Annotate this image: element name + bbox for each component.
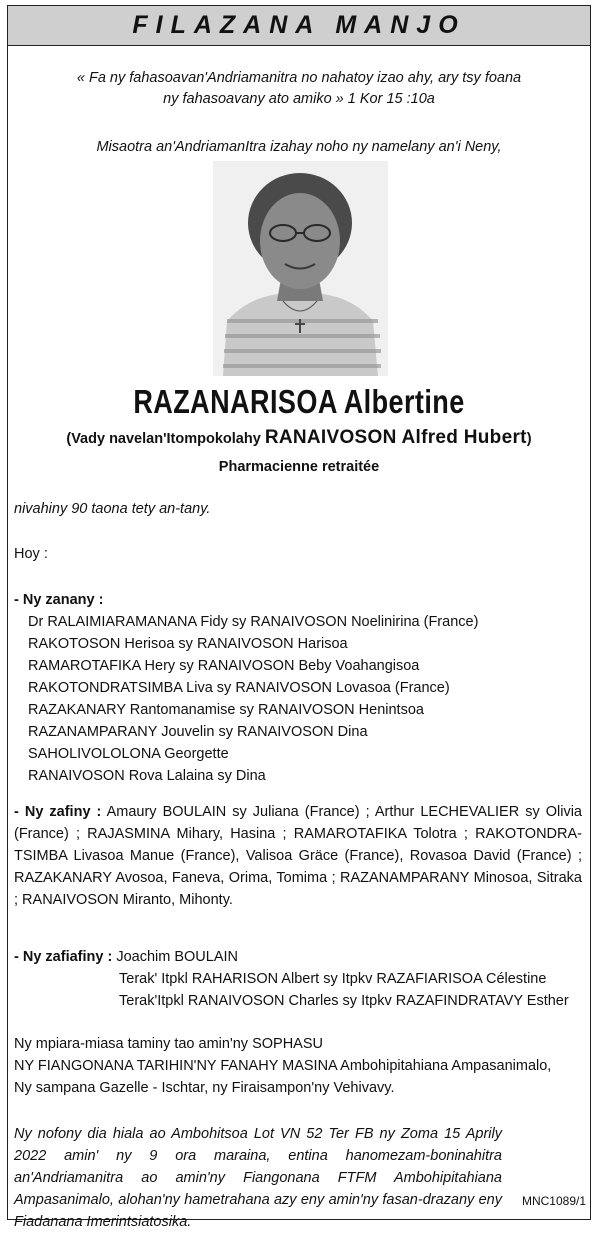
spouse-line [8, 427, 590, 449]
child-item: RANAIVOSON Rova Lalaina sy Dina [28, 768, 266, 784]
child-item: RAZANAMPARANY Jouvelin sy RANAIVOSON Dina [28, 724, 368, 740]
great-grandchildren-section [14, 946, 582, 1012]
child-item: SAHOLIVOLOLONA Georgette [28, 746, 229, 762]
child-item: Dr RALAIMIARAMANANA Fidy sy RANAIVOSON Noelinirina (France) [28, 614, 479, 630]
child-item: RAKOTONDRATSIMBA Liva sy RANAIVOSON Lovasoa (France) [28, 680, 450, 696]
funeral-text: Ny nofony dia hiala ao Ambohitsoa Lot VN 52 Ter FB ny Zoma 15 Aprily 2022 amin' ny 9 ora maraina, entina hanomezam-boninahitra an'Andriamanitra ao amin'ny Fiangonana FTFM Ambohipitahiana Ampasanimalo, alohan'ny hametrahana azy eny amin'ny fasan-drazany eny Fiadanana Imerintsiatosika. [14, 1126, 502, 1230]
thanks-line: Misaotra an'AndriamanItra izahay noho ny namelany an'i Neny, [96, 139, 502, 155]
quote-line-1: « Fa ny fahasoavan'Andriamanitra no nahatoy izao ahy, ary tsy foana [76, 70, 522, 86]
grandchildren-text: Amaury BOULAIN sy Juliana (France) ; Arthur LECHEVALIER sy Olivia (France) ; RAJASMINA Mihary, Hasina ; RAMAROTAFIKA Tolotra ; RAKOTONDRA-TSIMBA Livasoa Manue (France), Valisoa Gräce (France), Rovasoa David (France) ; RAZAKANARY Avosoa, Faneva, Orima, Tomima ; RAZANAMPARANY Minosoa, Sitraka ; RANAIVOSON Miranto, Mihonty. [14, 804, 582, 908]
great-grandchild-first: Joachim BOULAIN [112, 949, 239, 965]
child-item: RAMAROTAFIKA Hery sy RANAIVOSON Beby Voahangisoa [28, 658, 420, 674]
spouse-prefix: (Vady navelan'Itompokolahy [66, 431, 265, 447]
header-title: FILAZANA MANJO [8, 6, 590, 46]
portrait-image [213, 161, 388, 376]
relation-line: NY FIANGONANA TARIHIN'NY FANAHY MASINA Ambohipitahiana Ampasanimalo, [14, 1058, 552, 1074]
child-item: RAKOTOSON Herisoa sy RANAIVOSON Harisoa [28, 636, 348, 652]
obituary-frame [7, 5, 591, 1230]
bible-quote [8, 68, 590, 110]
great-grandchildren-label: - Ny zafiafiny : [14, 949, 113, 965]
profession: Pharmacienne retraitée [218, 459, 380, 475]
portrait-photo [213, 161, 388, 376]
age-text: nivahiny 90 taona tety an-tany. [14, 501, 211, 517]
reference-code: MNC1089/1 [521, 1194, 586, 1208]
children-label: - Ny zanany : [14, 592, 104, 608]
deceased-name: RAZANARISOA Albertine [133, 383, 465, 420]
relation-line: Ny sampana Gazelle - Ischtar, ny Firaisampon'ny Vehivavy. [14, 1080, 395, 1096]
great-grandchild-line: Terak'Itpkl RANAIVOSON Charles sy Itpkv RAZAFINDRATAVY Esther [119, 993, 569, 1009]
children-section [14, 589, 582, 787]
great-grandchild-line: Terak' Itpkl RAHARISON Albert sy Itpkv RAZAFIARISOA Célestine [119, 971, 547, 987]
hoy-label: Hoy : [14, 546, 48, 562]
child-item: RAZAKANARY Rantomanamise sy RANAIVOSON Henintsoa [28, 702, 424, 718]
relation-line: Ny mpiara-miasa taminy tao amin'ny SOPHASU [14, 1036, 323, 1052]
spouse-suffix: ) [526, 431, 532, 447]
relations-section [14, 1033, 582, 1099]
spouse-name: RANAIVOSON Alfred Hubert [264, 427, 527, 448]
quote-line-2: ny fahasoavany ato amiko » 1 Kor 15 :10a [163, 91, 435, 107]
grandchildren-section [14, 801, 582, 911]
grandchildren-label: - Ny zafiny : [14, 804, 102, 820]
